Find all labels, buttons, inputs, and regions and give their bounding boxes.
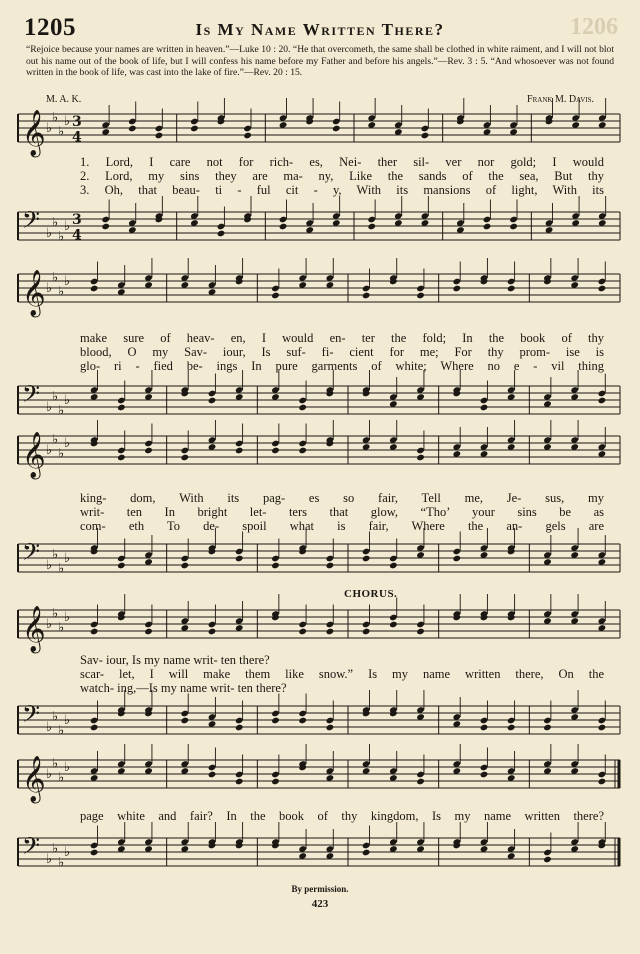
svg-text:♭: ♭ <box>52 709 59 725</box>
svg-text:♭: ♭ <box>58 446 65 462</box>
treble-staff <box>18 268 620 318</box>
svg-text:♭: ♭ <box>52 547 59 563</box>
lyric-verse-1: 1. Lord, I care not for rich- es, Nei- ther sil- ver nor gold; I would <box>80 155 604 169</box>
svg-text:3: 3 <box>72 211 82 228</box>
svg-text:♭: ♭ <box>58 855 65 871</box>
svg-text:♭: ♭ <box>64 551 71 566</box>
svg-text:♭: ♭ <box>64 845 71 860</box>
svg-text:♭: ♭ <box>64 610 71 625</box>
svg-text:♭: ♭ <box>46 767 53 782</box>
treble-staff <box>18 604 620 654</box>
svg-text:𝄢: 𝄢 <box>22 206 41 239</box>
svg-text:𝄢: 𝄢 <box>22 700 41 733</box>
svg-text:𝄢: 𝄢 <box>22 538 41 571</box>
svg-text:♭: ♭ <box>46 226 53 241</box>
svg-text:𝄞: 𝄞 <box>22 110 46 156</box>
lyric-verse-3: 3. Oh, that beau- ti - ful cit - y, With its mansions of light, With its <box>80 183 604 197</box>
lyric-verse-3: watch- ing,—Is my name writ- ten there? <box>80 681 287 695</box>
svg-text:♭: ♭ <box>52 389 59 405</box>
bass-staff <box>18 832 620 882</box>
treble-staff <box>18 754 620 804</box>
svg-text:♭: ♭ <box>46 400 53 415</box>
svg-text:𝄢: 𝄢 <box>22 832 41 865</box>
svg-text:♭: ♭ <box>52 756 59 772</box>
svg-text:𝄞: 𝄞 <box>22 432 46 478</box>
lyric-verse-1: Sav- iour, Is my name writ- ten there? <box>80 653 270 667</box>
lyric-verse-3: com- eth To de- spoil what is fair, Where the an- gels are <box>80 519 604 533</box>
treble-staff <box>18 108 620 158</box>
svg-text:♭: ♭ <box>64 713 71 728</box>
lyric-verse-2: blood, O my Sav- iour, Is suf- fi- cient for me; For thy prom- ise is <box>80 345 604 359</box>
svg-text:♭: ♭ <box>52 270 59 286</box>
bass-staff <box>18 700 620 750</box>
svg-text:♭: ♭ <box>46 443 53 458</box>
lyric-verse-1: king- dom, With its pag- es so fair, Tell me, Je- sus, my <box>80 491 604 505</box>
svg-text:♭: ♭ <box>58 620 65 636</box>
chorus-label: CHORUS. <box>344 588 398 600</box>
lyric-verse-2: writ- ten In bright let- ters that glow, “Tho’ your sins be as <box>80 505 604 519</box>
svg-text:♭: ♭ <box>58 229 65 245</box>
lyric-verse-1: make sure of heav- en, I would en- ter the fold; In the book of thy <box>80 331 604 345</box>
svg-text:4: 4 <box>72 227 82 244</box>
svg-text:♭: ♭ <box>58 723 65 739</box>
lyricist-credit: M. A. K. <box>46 94 82 105</box>
bass-staff <box>18 538 620 588</box>
svg-text:♭: ♭ <box>58 403 65 419</box>
svg-text:♭: ♭ <box>52 215 59 231</box>
svg-text:♭: ♭ <box>64 274 71 289</box>
lyric-verse-3: glo- ri - fied be- ings In pure garments of white; Where no e - vil thing <box>80 359 604 373</box>
lyric-verse-2: scar- let, I will make them like snow.” Is my name written there, On the <box>80 667 604 681</box>
svg-text:♭: ♭ <box>58 561 65 577</box>
music-system-4 <box>18 604 620 754</box>
lyric-chorus: page white and fair? In the book of thy kingdom, Is my name written there? <box>80 809 604 823</box>
svg-text:♭: ♭ <box>64 760 71 775</box>
bass-staff <box>18 380 620 430</box>
svg-text:𝄞: 𝄞 <box>22 606 46 652</box>
music-system-2 <box>18 268 620 428</box>
svg-text:♭: ♭ <box>46 617 53 632</box>
svg-text:♭: ♭ <box>46 852 53 867</box>
music-system-3 <box>18 430 620 590</box>
svg-text:♭: ♭ <box>46 720 53 735</box>
svg-text:♭: ♭ <box>64 436 71 451</box>
hymn-title: Is My Name Written There? <box>195 20 445 39</box>
music-system-1 <box>18 108 620 268</box>
svg-text:𝄢: 𝄢 <box>22 380 41 413</box>
scripture-epigraph: “Rejoice because your names are written in heaven.”—Luke 10 : 20. “He that overcometh, the same shall be clothed in white raiment, and I will not blot out his name out of the book of life, but I will confess his name before my Father and before his angels.”—Rev. 3 : 5. “And whosoever was not found written in the book of life, was cast into the lake of fire.”—Rev. 20 : 15. <box>26 44 614 79</box>
svg-text:4: 4 <box>72 129 82 146</box>
svg-text:♭: ♭ <box>46 558 53 573</box>
treble-staff <box>18 430 620 480</box>
hymn-number: 1205 <box>24 14 76 41</box>
svg-text:♭: ♭ <box>46 281 53 296</box>
svg-text:3: 3 <box>72 113 82 130</box>
music-system-5 <box>18 754 620 884</box>
svg-text:♭: ♭ <box>52 841 59 857</box>
page-number: 423 <box>311 898 329 910</box>
svg-text:𝄞: 𝄞 <box>22 756 46 802</box>
svg-text:♭: ♭ <box>64 393 71 408</box>
bass-staff <box>18 206 620 256</box>
svg-text:♭: ♭ <box>58 770 65 786</box>
svg-text:♭: ♭ <box>58 124 65 140</box>
svg-text:♭: ♭ <box>52 110 59 126</box>
bleed-through-number: 1206 <box>570 14 618 40</box>
svg-text:♭: ♭ <box>46 121 53 136</box>
composer-credit: Frank M. Davis. <box>527 94 594 105</box>
lyric-verse-2: 2. Lord, my sins they are ma- ny, Like the sands of the sea, But thy <box>80 169 604 183</box>
svg-text:♭: ♭ <box>52 606 59 622</box>
svg-text:♭: ♭ <box>64 114 71 129</box>
permission-note: By permission. <box>291 884 349 894</box>
svg-text:𝄞: 𝄞 <box>22 270 46 316</box>
svg-text:♭: ♭ <box>64 219 71 234</box>
svg-text:♭: ♭ <box>58 284 65 300</box>
svg-text:♭: ♭ <box>52 432 59 448</box>
